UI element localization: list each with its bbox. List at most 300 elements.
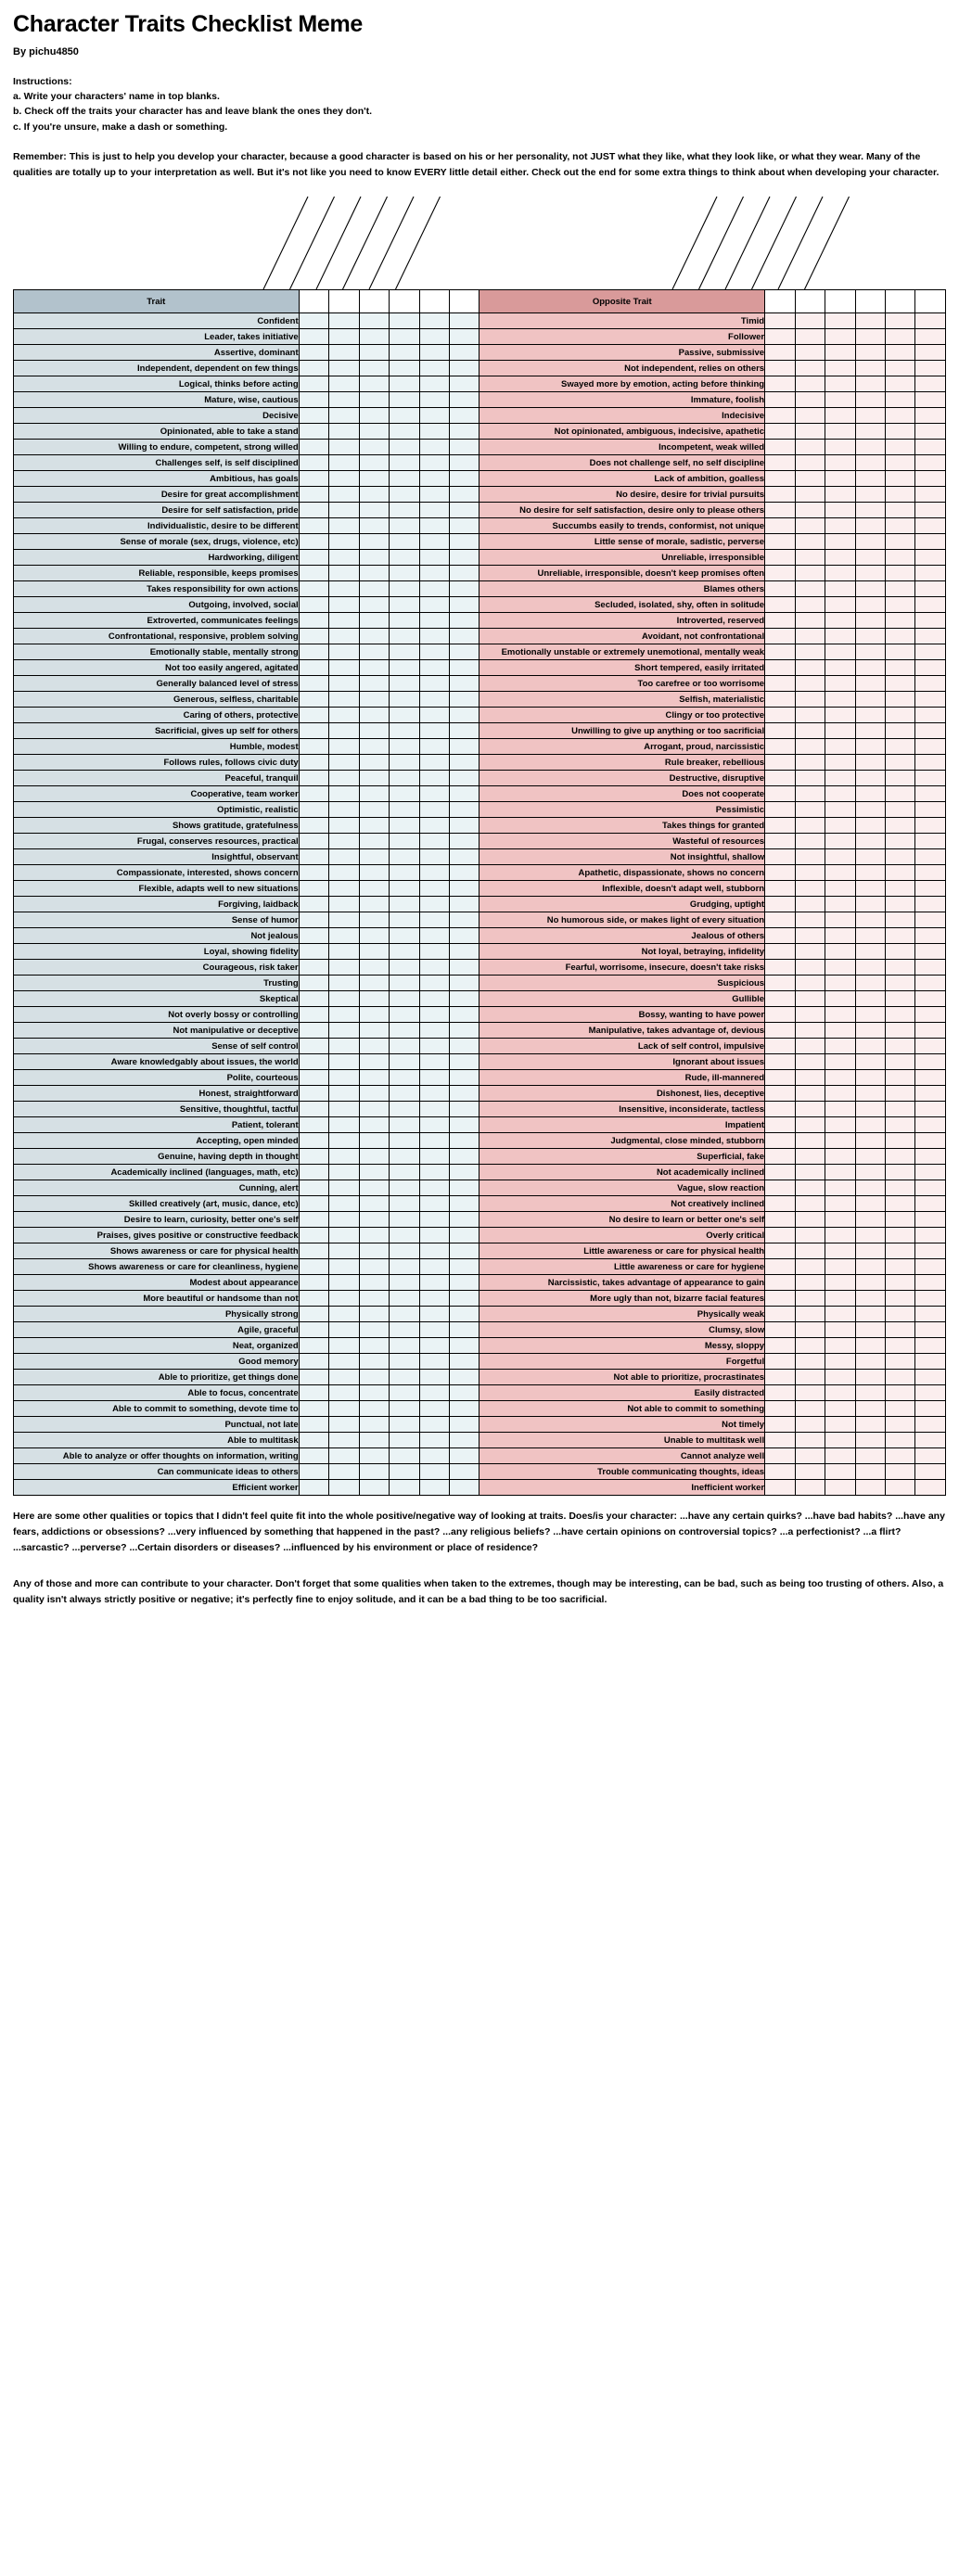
checkbox-cell-right[interactable] [765,786,795,802]
checkbox-cell-left[interactable] [419,1180,449,1196]
checkbox-cell-right[interactable] [855,440,885,455]
checkbox-cell-left[interactable] [359,1133,389,1149]
checkbox-cell-left[interactable] [449,1165,479,1180]
checkbox-cell-left[interactable] [449,708,479,723]
checkbox-cell-right[interactable] [885,613,914,629]
checkbox-cell-right[interactable] [915,503,946,518]
checkbox-cell-right[interactable] [825,723,855,739]
checkbox-cell-left[interactable] [419,1023,449,1039]
checkbox-cell-left[interactable] [419,755,449,771]
checkbox-cell-right[interactable] [855,345,885,361]
checkbox-cell-right[interactable] [795,518,825,534]
checkbox-cell-left[interactable] [390,1212,419,1228]
checkbox-cell-right[interactable] [885,1054,914,1070]
checkbox-cell-right[interactable] [855,361,885,376]
checkbox-cell-right[interactable] [885,897,914,912]
checkbox-cell-right[interactable] [855,1354,885,1370]
checkbox-cell-left[interactable] [419,1086,449,1102]
checkbox-cell-right[interactable] [915,313,946,329]
checkbox-cell-left[interactable] [419,581,449,597]
checkbox-cell-right[interactable] [855,928,885,944]
checkbox-cell-left[interactable] [329,550,359,566]
checkbox-cell-right[interactable] [825,408,855,424]
checkbox-cell-right[interactable] [765,518,795,534]
checkbox-cell-left[interactable] [390,1243,419,1259]
checkbox-cell-left[interactable] [329,1149,359,1165]
checkbox-cell-left[interactable] [390,1370,419,1385]
checkbox-cell-left[interactable] [419,944,449,960]
checkbox-cell-right[interactable] [825,1023,855,1039]
checkbox-cell-right[interactable] [855,518,885,534]
checkbox-cell-right[interactable] [915,692,946,708]
checkbox-cell-right[interactable] [855,1007,885,1023]
checkbox-cell-right[interactable] [825,1228,855,1243]
checkbox-cell-right[interactable] [855,471,885,487]
checkbox-cell-left[interactable] [329,786,359,802]
checkbox-cell-left[interactable] [390,597,419,613]
checkbox-cell-right[interactable] [825,976,855,991]
checkbox-cell-right[interactable] [825,1401,855,1417]
checkbox-cell-right[interactable] [795,1322,825,1338]
checkbox-cell-right[interactable] [885,503,914,518]
checkbox-cell-left[interactable] [449,944,479,960]
checkbox-cell-right[interactable] [795,818,825,834]
checkbox-cell-left[interactable] [449,1180,479,1196]
checkbox-cell-left[interactable] [390,329,419,345]
checkbox-cell-left[interactable] [329,660,359,676]
checkbox-cell-right[interactable] [855,629,885,644]
checkbox-cell-right[interactable] [825,739,855,755]
checkbox-cell-left[interactable] [299,1354,328,1370]
checkbox-cell-left[interactable] [299,1054,328,1070]
checkbox-cell-left[interactable] [419,1448,449,1464]
checkbox-cell-right[interactable] [825,597,855,613]
checkbox-cell-right[interactable] [855,865,885,881]
checkbox-cell-right[interactable] [765,1275,795,1291]
checkbox-cell-right[interactable] [885,329,914,345]
checkbox-cell-left[interactable] [299,1338,328,1354]
checkbox-cell-left[interactable] [359,408,389,424]
checkbox-cell-right[interactable] [915,392,946,408]
checkbox-cell-left[interactable] [299,1307,328,1322]
checkbox-cell-right[interactable] [765,1007,795,1023]
checkbox-cell-right[interactable] [885,1196,914,1212]
checkbox-cell-right[interactable] [795,1433,825,1448]
checkbox-cell-right[interactable] [855,487,885,503]
checkbox-cell-right[interactable] [795,865,825,881]
checkbox-cell-right[interactable] [765,1338,795,1354]
checkbox-cell-right[interactable] [765,392,795,408]
checkbox-cell-right[interactable] [795,1291,825,1307]
checkbox-cell-left[interactable] [299,991,328,1007]
checkbox-cell-left[interactable] [449,723,479,739]
checkbox-cell-left[interactable] [390,503,419,518]
checkbox-cell-left[interactable] [449,345,479,361]
checkbox-cell-right[interactable] [885,1338,914,1354]
checkbox-cell-right[interactable] [855,376,885,392]
checkbox-cell-right[interactable] [915,660,946,676]
checkbox-cell-left[interactable] [359,912,389,928]
checkbox-cell-left[interactable] [299,550,328,566]
checkbox-cell-right[interactable] [765,991,795,1007]
checkbox-cell-left[interactable] [359,928,389,944]
checkbox-cell-left[interactable] [299,581,328,597]
checkbox-cell-left[interactable] [449,1275,479,1291]
checkbox-cell-right[interactable] [855,1433,885,1448]
checkbox-cell-right[interactable] [915,376,946,392]
checkbox-cell-left[interactable] [449,802,479,818]
checkbox-cell-right[interactable] [795,1070,825,1086]
checkbox-cell-right[interactable] [825,1322,855,1338]
checkbox-cell-left[interactable] [390,1464,419,1480]
checkbox-cell-left[interactable] [390,440,419,455]
character-name-slot-left-5[interactable] [419,290,449,313]
checkbox-cell-right[interactable] [795,991,825,1007]
checkbox-cell-left[interactable] [390,1275,419,1291]
checkbox-cell-right[interactable] [915,849,946,865]
checkbox-cell-left[interactable] [390,834,419,849]
checkbox-cell-right[interactable] [915,676,946,692]
checkbox-cell-right[interactable] [855,1070,885,1086]
checkbox-cell-left[interactable] [390,928,419,944]
checkbox-cell-right[interactable] [825,613,855,629]
checkbox-cell-left[interactable] [449,834,479,849]
checkbox-cell-right[interactable] [825,786,855,802]
checkbox-cell-left[interactable] [419,1117,449,1133]
checkbox-cell-left[interactable] [449,503,479,518]
checkbox-cell-right[interactable] [795,1354,825,1370]
checkbox-cell-right[interactable] [825,361,855,376]
checkbox-cell-left[interactable] [299,376,328,392]
checkbox-cell-right[interactable] [915,1228,946,1243]
checkbox-cell-left[interactable] [419,692,449,708]
checkbox-cell-left[interactable] [419,392,449,408]
checkbox-cell-right[interactable] [765,1259,795,1275]
checkbox-cell-left[interactable] [419,1480,449,1496]
checkbox-cell-left[interactable] [359,1338,389,1354]
checkbox-cell-right[interactable] [765,1448,795,1464]
checkbox-cell-left[interactable] [390,392,419,408]
checkbox-cell-left[interactable] [449,1070,479,1086]
checkbox-cell-right[interactable] [795,723,825,739]
checkbox-cell-right[interactable] [885,1275,914,1291]
checkbox-cell-left[interactable] [419,534,449,550]
checkbox-cell-right[interactable] [765,471,795,487]
checkbox-cell-left[interactable] [449,1385,479,1401]
checkbox-cell-left[interactable] [419,613,449,629]
checkbox-cell-left[interactable] [390,897,419,912]
checkbox-cell-left[interactable] [390,1180,419,1196]
checkbox-cell-left[interactable] [359,660,389,676]
checkbox-cell-left[interactable] [329,1243,359,1259]
checkbox-cell-right[interactable] [855,597,885,613]
checkbox-cell-left[interactable] [299,1165,328,1180]
checkbox-cell-right[interactable] [855,1307,885,1322]
checkbox-cell-left[interactable] [359,834,389,849]
checkbox-cell-right[interactable] [795,313,825,329]
checkbox-cell-left[interactable] [390,534,419,550]
checkbox-cell-right[interactable] [885,644,914,660]
checkbox-cell-left[interactable] [329,329,359,345]
checkbox-cell-right[interactable] [795,1338,825,1354]
checkbox-cell-right[interactable] [825,818,855,834]
checkbox-cell-right[interactable] [885,1165,914,1180]
checkbox-cell-right[interactable] [915,1448,946,1464]
checkbox-cell-left[interactable] [390,1070,419,1086]
checkbox-cell-right[interactable] [855,1133,885,1149]
checkbox-cell-left[interactable] [390,518,419,534]
checkbox-cell-left[interactable] [329,708,359,723]
checkbox-cell-right[interactable] [825,960,855,976]
checkbox-cell-right[interactable] [855,503,885,518]
checkbox-cell-right[interactable] [795,676,825,692]
checkbox-cell-right[interactable] [855,1117,885,1133]
checkbox-cell-left[interactable] [359,1023,389,1039]
checkbox-cell-right[interactable] [855,834,885,849]
checkbox-cell-right[interactable] [855,1338,885,1354]
checkbox-cell-left[interactable] [390,1054,419,1070]
checkbox-cell-right[interactable] [885,771,914,786]
checkbox-cell-left[interactable] [449,1039,479,1054]
checkbox-cell-right[interactable] [885,550,914,566]
checkbox-cell-right[interactable] [795,881,825,897]
checkbox-cell-left[interactable] [449,1370,479,1385]
checkbox-cell-left[interactable] [449,566,479,581]
checkbox-cell-left[interactable] [449,613,479,629]
checkbox-cell-right[interactable] [855,1401,885,1417]
checkbox-cell-right[interactable] [915,613,946,629]
checkbox-cell-left[interactable] [419,1370,449,1385]
checkbox-cell-right[interactable] [825,676,855,692]
checkbox-cell-right[interactable] [765,424,795,440]
checkbox-cell-right[interactable] [915,708,946,723]
checkbox-cell-left[interactable] [329,1007,359,1023]
checkbox-cell-left[interactable] [390,455,419,471]
checkbox-cell-left[interactable] [449,1086,479,1102]
checkbox-cell-left[interactable] [419,1196,449,1212]
checkbox-cell-right[interactable] [885,1448,914,1464]
checkbox-cell-left[interactable] [359,1385,389,1401]
checkbox-cell-right[interactable] [825,1070,855,1086]
checkbox-cell-left[interactable] [359,644,389,660]
checkbox-cell-left[interactable] [419,960,449,976]
checkbox-cell-right[interactable] [795,944,825,960]
checkbox-cell-right[interactable] [915,991,946,1007]
checkbox-cell-right[interactable] [765,802,795,818]
checkbox-cell-left[interactable] [299,313,328,329]
checkbox-cell-right[interactable] [765,1228,795,1243]
checkbox-cell-left[interactable] [329,676,359,692]
checkbox-cell-right[interactable] [765,345,795,361]
checkbox-cell-left[interactable] [329,1417,359,1433]
checkbox-cell-right[interactable] [765,581,795,597]
checkbox-cell-right[interactable] [885,313,914,329]
checkbox-cell-right[interactable] [825,834,855,849]
checkbox-cell-right[interactable] [795,440,825,455]
checkbox-cell-left[interactable] [359,771,389,786]
checkbox-cell-right[interactable] [885,692,914,708]
checkbox-cell-left[interactable] [390,313,419,329]
checkbox-cell-right[interactable] [885,912,914,928]
checkbox-cell-right[interactable] [795,613,825,629]
checkbox-cell-right[interactable] [915,455,946,471]
checkbox-cell-left[interactable] [329,1322,359,1338]
checkbox-cell-left[interactable] [299,849,328,865]
checkbox-cell-left[interactable] [359,471,389,487]
checkbox-cell-left[interactable] [390,644,419,660]
checkbox-cell-right[interactable] [915,1023,946,1039]
checkbox-cell-right[interactable] [825,550,855,566]
checkbox-cell-left[interactable] [419,1165,449,1180]
checkbox-cell-left[interactable] [359,345,389,361]
checkbox-cell-left[interactable] [390,1448,419,1464]
checkbox-cell-right[interactable] [885,1102,914,1117]
checkbox-cell-left[interactable] [449,739,479,755]
checkbox-cell-right[interactable] [825,503,855,518]
checkbox-cell-left[interactable] [449,471,479,487]
checkbox-cell-left[interactable] [390,1307,419,1322]
checkbox-cell-right[interactable] [915,1117,946,1133]
checkbox-cell-left[interactable] [390,865,419,881]
checkbox-cell-right[interactable] [915,329,946,345]
checkbox-cell-right[interactable] [825,487,855,503]
checkbox-cell-left[interactable] [329,1307,359,1322]
checkbox-cell-right[interactable] [885,1212,914,1228]
checkbox-cell-right[interactable] [765,629,795,644]
checkbox-cell-left[interactable] [329,881,359,897]
checkbox-cell-left[interactable] [359,802,389,818]
checkbox-cell-right[interactable] [915,818,946,834]
checkbox-cell-right[interactable] [825,865,855,881]
checkbox-cell-left[interactable] [449,597,479,613]
checkbox-cell-left[interactable] [359,1180,389,1196]
checkbox-cell-right[interactable] [825,1196,855,1212]
checkbox-cell-right[interactable] [885,1354,914,1370]
checkbox-cell-right[interactable] [795,786,825,802]
checkbox-cell-right[interactable] [795,660,825,676]
checkbox-cell-right[interactable] [915,345,946,361]
checkbox-cell-left[interactable] [359,629,389,644]
checkbox-cell-left[interactable] [329,1291,359,1307]
checkbox-cell-left[interactable] [329,644,359,660]
checkbox-cell-left[interactable] [359,424,389,440]
checkbox-cell-right[interactable] [915,912,946,928]
checkbox-cell-left[interactable] [299,1480,328,1496]
checkbox-cell-right[interactable] [795,1259,825,1275]
checkbox-cell-right[interactable] [795,960,825,976]
checkbox-cell-left[interactable] [299,503,328,518]
checkbox-cell-right[interactable] [885,786,914,802]
checkbox-cell-right[interactable] [795,1448,825,1464]
checkbox-cell-right[interactable] [765,503,795,518]
checkbox-cell-left[interactable] [329,1196,359,1212]
checkbox-cell-left[interactable] [299,802,328,818]
checkbox-cell-left[interactable] [390,361,419,376]
checkbox-cell-right[interactable] [885,708,914,723]
checkbox-cell-right[interactable] [795,849,825,865]
checkbox-cell-right[interactable] [915,1370,946,1385]
checkbox-cell-right[interactable] [795,1196,825,1212]
checkbox-cell-left[interactable] [299,1086,328,1102]
checkbox-cell-left[interactable] [359,581,389,597]
checkbox-cell-right[interactable] [915,566,946,581]
checkbox-cell-right[interactable] [765,1401,795,1417]
checkbox-cell-left[interactable] [419,313,449,329]
checkbox-cell-left[interactable] [299,960,328,976]
character-name-slot-left-2[interactable] [329,290,359,313]
checkbox-cell-right[interactable] [795,755,825,771]
checkbox-cell-left[interactable] [449,1354,479,1370]
checkbox-cell-right[interactable] [765,1070,795,1086]
checkbox-cell-right[interactable] [915,976,946,991]
checkbox-cell-right[interactable] [855,1165,885,1180]
checkbox-cell-right[interactable] [765,1133,795,1149]
checkbox-cell-right[interactable] [765,739,795,755]
checkbox-cell-left[interactable] [299,1023,328,1039]
checkbox-cell-left[interactable] [419,1275,449,1291]
checkbox-cell-left[interactable] [329,581,359,597]
checkbox-cell-right[interactable] [825,392,855,408]
checkbox-cell-right[interactable] [795,487,825,503]
checkbox-cell-right[interactable] [915,440,946,455]
checkbox-cell-left[interactable] [390,944,419,960]
checkbox-cell-right[interactable] [855,566,885,581]
checkbox-cell-left[interactable] [449,676,479,692]
checkbox-cell-left[interactable] [390,1385,419,1401]
checkbox-cell-left[interactable] [299,1370,328,1385]
checkbox-cell-right[interactable] [765,976,795,991]
checkbox-cell-left[interactable] [329,392,359,408]
checkbox-cell-left[interactable] [359,1322,389,1338]
checkbox-cell-left[interactable] [359,329,389,345]
checkbox-cell-right[interactable] [885,471,914,487]
checkbox-cell-right[interactable] [765,1417,795,1433]
checkbox-cell-right[interactable] [765,849,795,865]
checkbox-cell-right[interactable] [825,1007,855,1023]
checkbox-cell-right[interactable] [765,755,795,771]
checkbox-cell-left[interactable] [329,1228,359,1243]
checkbox-cell-right[interactable] [765,550,795,566]
checkbox-cell-right[interactable] [915,1133,946,1149]
checkbox-cell-left[interactable] [359,1165,389,1180]
checkbox-cell-right[interactable] [885,392,914,408]
checkbox-cell-right[interactable] [765,455,795,471]
checkbox-cell-left[interactable] [299,1070,328,1086]
checkbox-cell-left[interactable] [299,692,328,708]
checkbox-cell-right[interactable] [915,408,946,424]
checkbox-cell-left[interactable] [299,597,328,613]
checkbox-cell-left[interactable] [299,660,328,676]
checkbox-cell-right[interactable] [765,613,795,629]
checkbox-cell-left[interactable] [419,834,449,849]
checkbox-cell-left[interactable] [359,676,389,692]
checkbox-cell-left[interactable] [359,376,389,392]
checkbox-cell-right[interactable] [885,629,914,644]
checkbox-cell-right[interactable] [795,771,825,786]
checkbox-cell-left[interactable] [390,345,419,361]
checkbox-cell-right[interactable] [795,739,825,755]
checkbox-cell-left[interactable] [359,708,389,723]
checkbox-cell-right[interactable] [765,1464,795,1480]
checkbox-cell-right[interactable] [795,471,825,487]
checkbox-cell-right[interactable] [915,1291,946,1307]
checkbox-cell-left[interactable] [359,865,389,881]
checkbox-cell-left[interactable] [299,1117,328,1133]
checkbox-cell-right[interactable] [795,1480,825,1496]
checkbox-cell-right[interactable] [855,960,885,976]
checkbox-cell-right[interactable] [855,708,885,723]
checkbox-cell-left[interactable] [390,960,419,976]
